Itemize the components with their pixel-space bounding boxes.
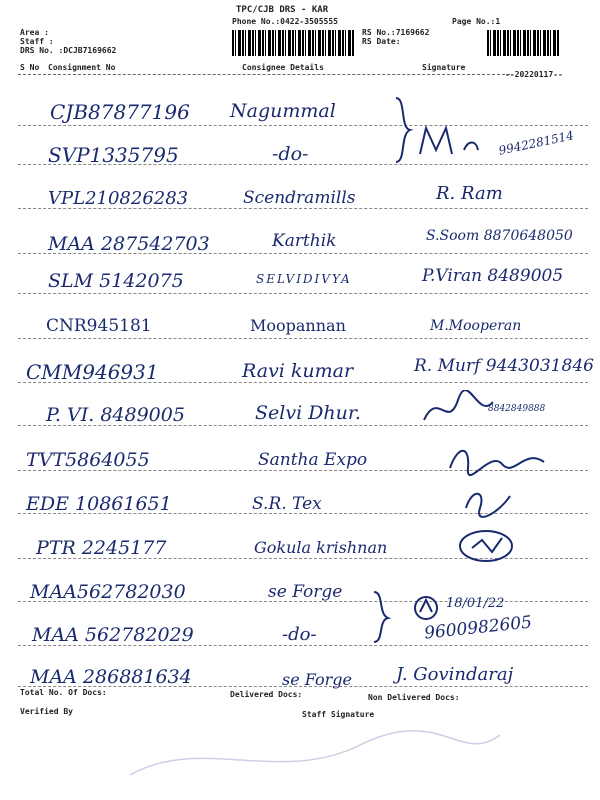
- rs-number: RS No.:7169662: [362, 28, 430, 37]
- signature: P.Viran 8489005: [422, 266, 564, 286]
- column-header-signature: Signature: [422, 63, 466, 72]
- consignment-number: MAA 287542703: [48, 233, 210, 255]
- staff-label: Staff :: [20, 37, 54, 46]
- total-docs-label: Total No. Of Docs:: [20, 688, 107, 697]
- consignment-number: MAA562782030: [30, 581, 186, 603]
- non-delivered-docs-label: Non Delivered Docs:: [368, 693, 460, 702]
- consignee-name: -do-: [272, 143, 309, 165]
- row-divider: [18, 293, 588, 294]
- signature-scribble: [452, 526, 522, 566]
- consignee-name: Selvi Dhur.: [255, 402, 361, 424]
- consignee-name: -do-: [282, 624, 317, 645]
- row-divider: [18, 125, 588, 126]
- consignment-number: MAA 286881634: [30, 666, 192, 688]
- consignee-name: se Forge: [268, 582, 343, 602]
- date-stamp: --20220117--: [505, 70, 563, 79]
- column-header-consignee: Consignee Details: [242, 63, 324, 72]
- signature-scribble: [412, 594, 442, 624]
- consignment-number: MAA 562782029: [32, 624, 194, 646]
- signature: S.Soom 8870648050: [426, 228, 573, 244]
- drs-number: DRS No. :DCJB7169662: [20, 46, 117, 55]
- consignee-name: Santha Expo: [258, 450, 368, 470]
- consignment-number: TVT5864055: [26, 449, 150, 471]
- verified-by-label: Verified By: [20, 707, 73, 716]
- signature-scribble: [418, 390, 498, 430]
- group-brace: [370, 590, 392, 646]
- consignee-name: S.R. Tex: [252, 494, 322, 514]
- phone-number: Phone No.:0422-3505555: [232, 17, 338, 26]
- consignment-number: SLM 5142075: [48, 270, 184, 292]
- consignee-name: SELVIDIVYA: [256, 272, 352, 286]
- consignee-name: Ravi kumar: [242, 360, 354, 382]
- phone-note: 9600982605: [423, 612, 533, 644]
- consignee-name: Nagummal: [230, 100, 336, 122]
- signature-scribble: [444, 440, 554, 480]
- consignee-name: Moopannan: [250, 316, 346, 335]
- consignee-name: Karthik: [272, 231, 337, 251]
- staff-signature-label: Staff Signature: [302, 710, 375, 719]
- signature: 8842849888: [488, 404, 546, 414]
- consignment-number: PTR 2245177: [36, 537, 167, 559]
- consignment-number: VPL210826283: [48, 188, 189, 209]
- consignment-number: SVP1335795: [48, 143, 179, 167]
- area-label: Area :: [20, 28, 49, 37]
- drs-barcode: [232, 30, 354, 56]
- consignment-number: CNR945181: [46, 316, 152, 336]
- signature-scribble: [458, 484, 518, 524]
- phone-note: 9942281514: [497, 128, 575, 158]
- consignee-name: Gokula krishnan: [254, 538, 388, 557]
- consignment-number: CJB87877196: [50, 100, 190, 124]
- consignment-number: CMM946931: [26, 360, 159, 384]
- column-header-sno: S No: [20, 63, 40, 72]
- signature: M.Mooperan: [430, 318, 522, 334]
- column-header-consignment: Consignment No: [48, 63, 116, 72]
- row-divider: [18, 338, 588, 339]
- group-brace: [392, 96, 414, 166]
- document-title: TPC/CJB DRS - KAR: [236, 5, 329, 15]
- consignment-number: P. VI. 8489005: [46, 404, 185, 426]
- signature: J. Govindaraj: [396, 664, 514, 685]
- page-number: Page No.:1: [452, 17, 501, 26]
- rs-barcode: [487, 30, 559, 56]
- signature: R. Ram: [436, 183, 503, 204]
- consignment-number: EDE 10861651: [26, 493, 172, 515]
- delivered-docs-label: Delivered Docs:: [230, 690, 303, 699]
- signature-scribble: [416, 120, 496, 160]
- consignee-name: Scendramills: [243, 188, 356, 208]
- signature: R. Murf 9443031846: [414, 356, 594, 376]
- faint-scribble: [120, 715, 520, 795]
- header-rule: [18, 74, 510, 75]
- rs-date: RS Date:: [362, 37, 401, 46]
- consignee-name: se Forge: [282, 670, 352, 689]
- date-note: 18/01/22: [446, 596, 505, 611]
